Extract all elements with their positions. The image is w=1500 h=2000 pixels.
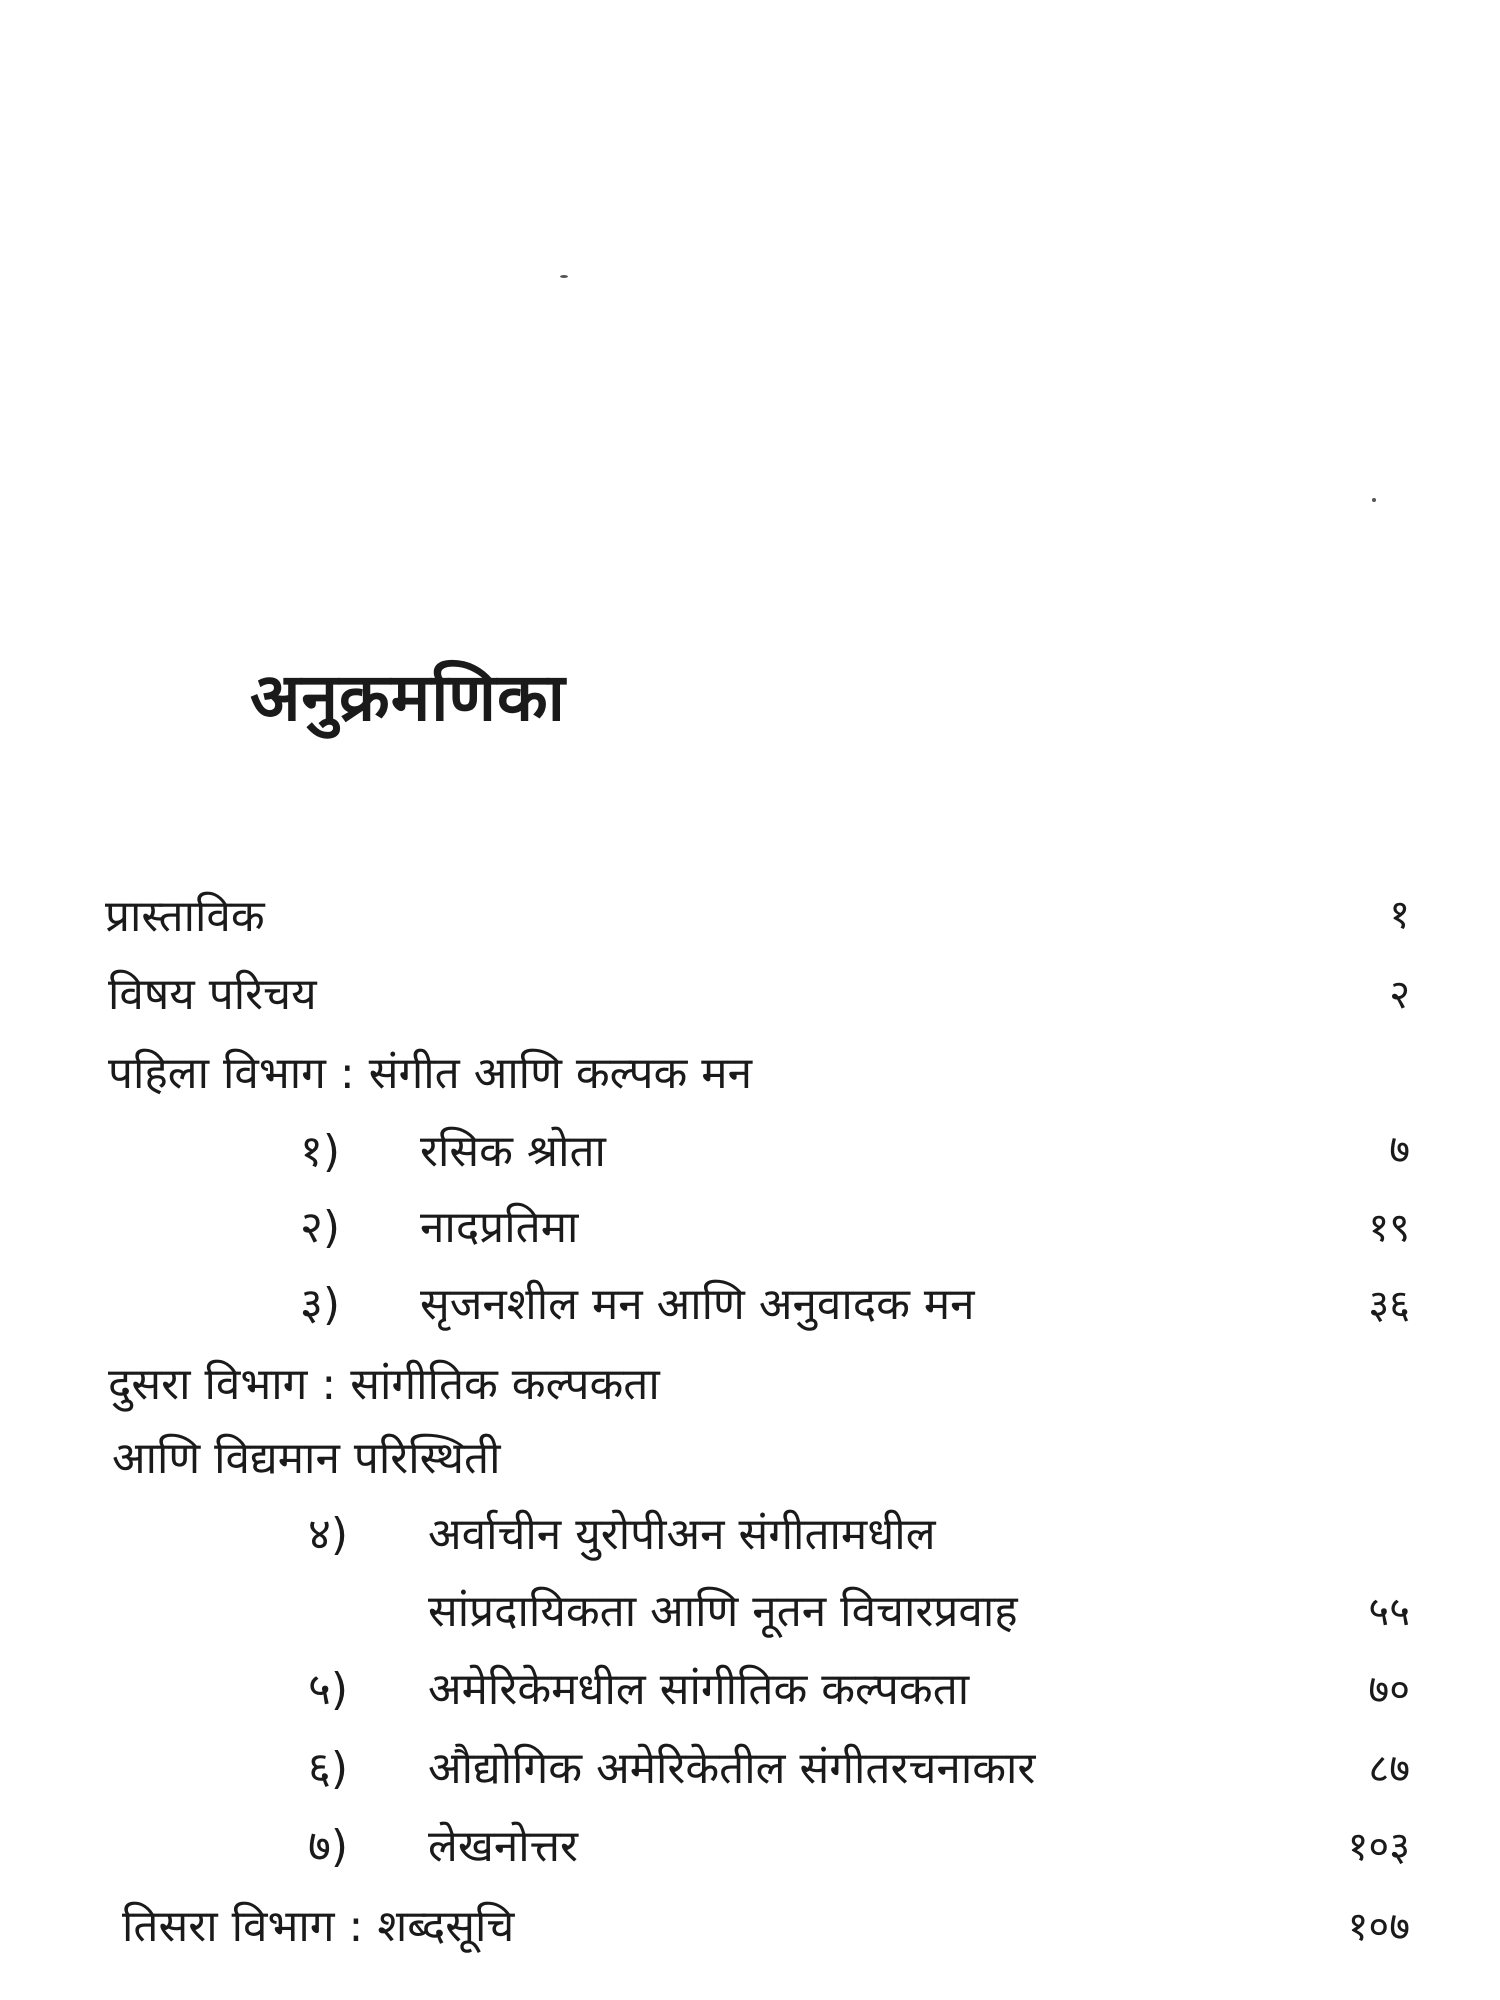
print-speck	[560, 275, 568, 278]
toc-entry-number: ६)	[308, 1743, 349, 1794]
print-speck	[1372, 498, 1376, 502]
toc-entry-page: ५५	[1368, 1589, 1410, 1635]
toc-entry-number: १)	[300, 1126, 341, 1177]
toc-entry-title: अर्वाचीन युरोपीअन संगीतामधील	[428, 1509, 936, 1560]
toc-entry-page: ७०	[1368, 1667, 1410, 1713]
toc-entry-page: ७	[1389, 1127, 1410, 1173]
toc-entry-page: १९	[1368, 1205, 1410, 1251]
toc-heading: अनुक्रमणिका	[250, 659, 566, 736]
toc-entry-number: ७)	[308, 1821, 349, 1872]
toc-entry-title: लेखनोत्तर	[428, 1821, 579, 1872]
toc-entry-title-continued: सांप्रदायिकता आणि नूतन विचारप्रवाह	[428, 1586, 1018, 1637]
toc-entry-page: २	[1389, 972, 1410, 1018]
toc-entry-page: ३६	[1368, 1282, 1410, 1328]
toc-entry-title: औद्योगिक अमेरिकेतील संगीतरचनाकार	[428, 1743, 1036, 1794]
toc-entry-page: ८७	[1368, 1746, 1410, 1792]
toc-entry-number: ३)	[300, 1279, 341, 1330]
toc-entry-number: ५)	[308, 1664, 349, 1715]
toc-entry-title: सृजनशील मन आणि अनुवादक मन	[420, 1279, 975, 1330]
toc-section-title: दुसरा विभाग : सांगीतिक कल्पकता	[108, 1359, 660, 1410]
toc-entry-title: अमेरिकेमधील सांगीतिक कल्पकता	[428, 1664, 970, 1715]
toc-entry-page: १०३	[1347, 1824, 1410, 1870]
toc-section-title-continued: आणि विद्यमान परिस्थिती	[112, 1433, 501, 1484]
toc-entry-number: २)	[300, 1202, 341, 1253]
toc-section-title: पहिला विभाग : संगीत आणि कल्पक मन	[108, 1048, 753, 1099]
toc-section-title: तिसरा विभाग : शब्दसूचि	[122, 1901, 515, 1952]
toc-entry-title: विषय परिचय	[108, 969, 317, 1020]
toc-entry-number: ४)	[308, 1509, 349, 1560]
toc-entry-title: प्रास्ताविक	[105, 891, 265, 942]
toc-entry-title: नादप्रतिमा	[420, 1202, 579, 1253]
toc-entry-page: १	[1389, 892, 1410, 938]
toc-entry-page: १०७	[1347, 1904, 1410, 1950]
toc-entry-title: रसिक श्रोता	[420, 1126, 606, 1177]
